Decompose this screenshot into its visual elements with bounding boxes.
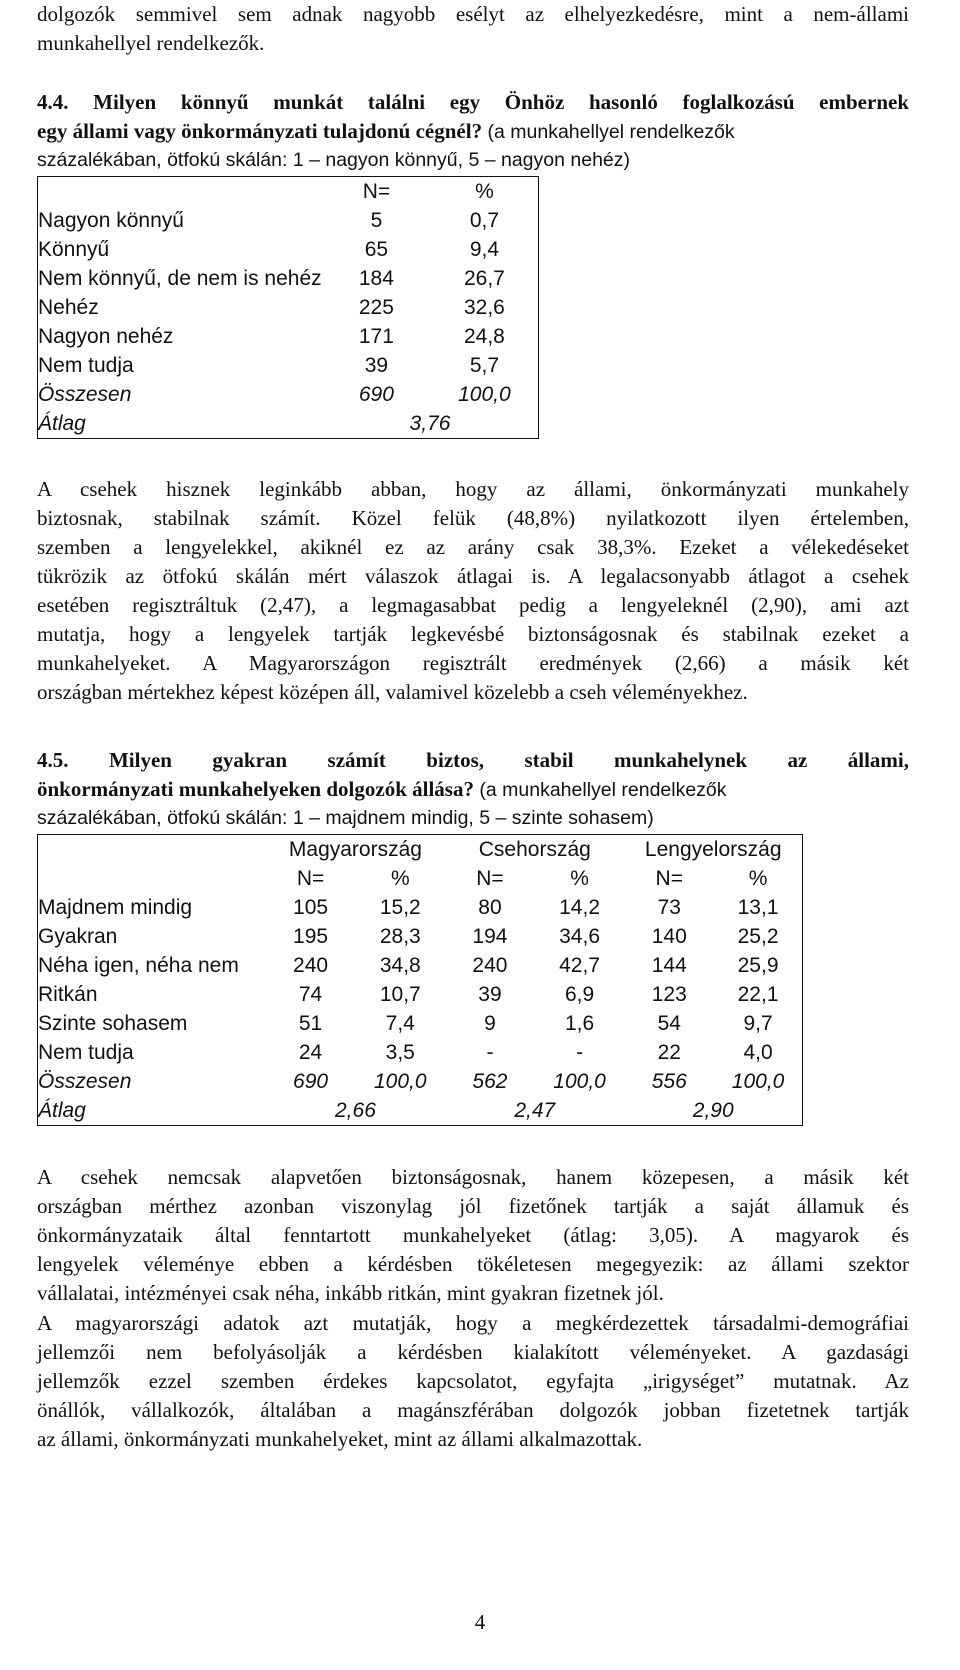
col-header-n: N= [655,867,683,890]
table-country-row [38,835,803,865]
table-cell: 22 [657,1041,681,1064]
row-label: Gyakran [38,925,118,948]
table-cell: 240 [293,954,329,977]
table-row [38,951,803,980]
paragraph-line: jellemzők ezzel szemben érdekes kapcsolatot, egyfajta „irigységet” mutatnak. Az [37,1369,909,1393]
row-label: Könnyű [38,238,110,261]
paragraph-line: A magyarországi adatok azt mutatják, hogy a megkérdezettek társadalmi-demográfiai [37,1311,909,1335]
paragraph-line: vállalatai, intézményei csak néha, inkább ritkán, mint gyakran fizetnek jól. [37,1281,664,1305]
table-cell: 9,7 [743,1012,773,1035]
table-cell: 51 [298,1012,323,1035]
cell-n: 39 [364,354,389,377]
heading-note-line: százalékában, ötfokú skálán: 1 – majdnem mindig, 5 – szinte sohasem) [37,807,654,829]
cell-pct: 0,7 [469,209,500,232]
table-cell: 80 [478,896,502,919]
table-body [38,893,803,1067]
row-label: Szinte sohasem [38,1012,188,1035]
row-label: Nagyon könnyű [38,209,184,232]
row-label: Nem tudja [38,1041,134,1064]
total-value: 100,0 [553,1070,606,1093]
table-cell: 14,2 [559,896,600,919]
heading-note: (a munkahellyel rendelkezők [482,121,735,143]
heading-note-line: százalékában, ötfokú skálán: 1 – nagyon könnyű, 5 – nagyon nehéz) [37,149,630,171]
table-cell: 13,1 [737,896,779,919]
section-heading-4-5: 4.5. Milyen gyakran számít biztos, stabil munkahelynek az állami, [37,748,909,772]
cell-pct: 32,6 [463,296,505,319]
heading-note: (a munkahellyel rendelkezők [473,779,727,801]
avg-value: 2,47 [514,1099,556,1122]
total-label: Összesen [38,383,132,406]
section-heading-4-4-cont [37,117,909,147]
cell-n: 184 [358,267,394,290]
paragraph-line: országban mérthez azonban viszonylag jól fizetőnek tartják a saját államuk és [37,1194,909,1218]
paragraph-line: tükrözik az ötfokú skálán mért válaszok átlagai is. A legalacsonyabb átlagot a csehek [37,564,909,588]
paragraph-line: önkormányzataik által fenntartott munkahelyeket (átlag: 3,05). A magyarok és [37,1223,909,1247]
paragraph-line: szemben a lengyelekkel, akiknél ez az arány csak 38,3%. Ezeket a vélekedéseket [37,535,909,559]
avg-value: 2,66 [335,1099,376,1122]
table-row [38,1038,803,1067]
table-row [38,235,539,264]
table-cell: 42,7 [559,954,600,977]
table-total-row [38,380,539,409]
paragraph-line: lengyelek véleménye ebben a kérdésben tökéletesen megegyezik: az állami szektor [37,1252,909,1276]
paragraph-line: önállók, vállalkozók, általában a magánszférában dolgozók jobban fizetetnek tartják [37,1398,909,1422]
row-label: Nem tudja [38,354,134,377]
table-row [38,1009,803,1038]
paragraph-line: országban mértekhez képest középen áll, valamivel közelebb a cseh véleményekhez. [37,680,748,704]
section-heading-4-4: 4.4. Milyen könnyű munkát találni egy Önhöz hasonló foglalkozású embernek [37,90,909,114]
row-label: Néha igen, néha nem [38,954,239,977]
table-cell: 7,4 [385,1012,415,1035]
paragraph-line: az állami, önkormányzati munkahelyeket, mint az állami alkalmazottak. [37,1427,643,1451]
cell-n: 171 [358,325,394,348]
table-row [38,351,539,380]
col-header-pct: % [748,867,768,890]
section-heading-4-5-cont [37,775,909,805]
table-cell: 25,2 [737,925,779,948]
table-cell: 24 [298,1041,323,1064]
cell-n: 65 [364,238,389,261]
table-cell: 22,1 [737,983,779,1006]
table-cell: 28,3 [379,925,421,948]
total-value: 556 [651,1070,687,1093]
table-cell: 6,9 [564,983,595,1006]
table-row [38,322,539,351]
row-label: Majdnem mindig [38,896,193,919]
total-value: 100,0 [731,1070,785,1093]
paragraph-line: munkahelyeket. A Magyarországon regisztrált eredmények (2,66) a másik két [37,651,909,675]
table-cell: 1,6 [564,1012,595,1035]
avg-label: Átlag [38,412,86,435]
total-value: 690 [293,1070,329,1093]
table-avg-row [38,409,539,439]
cell-pct: 24,8 [463,325,505,348]
paragraph-line: jellemzői nem befolyásolják a kérdésben kialakított véleményeket. A gazdasági [37,1340,909,1364]
table-row [38,206,539,235]
avg-label: Átlag [38,1099,86,1122]
table-cell: 140 [651,925,687,948]
row-label: Nehéz [38,296,99,319]
table-avg-row [38,1096,803,1126]
table-cell: 34,8 [379,954,421,977]
country-header: Csehország [478,838,591,861]
table-subheader-row [38,864,803,893]
table-cell: 10,7 [379,983,421,1006]
table-cell: 195 [293,925,329,948]
table-cell: - [486,1041,494,1064]
table-cell: 194 [472,925,508,948]
table-cell: 9 [484,1012,496,1035]
table-cell: 74 [298,983,323,1006]
heading-bold-part: egy állami vagy önkormányzati tulajdonú cégnél? [37,119,483,143]
row-label: Nem könnyű, de nem is nehéz [38,267,322,290]
total-label: Összesen [38,1070,132,1093]
paragraph-line: A csehek nemcsak alapvetően biztonságosnak, hanem közepesen, a másik két [37,1165,909,1189]
total-pct: 100,0 [458,383,511,406]
table-cell: 39 [478,983,502,1006]
table-cell: 73 [657,896,681,919]
heading-bold-part: önkormányzati munkahelyeken dolgozók állása? [37,777,474,801]
row-label: Ritkán [38,983,98,1006]
country-header: Lengyelország [644,838,782,861]
row-label: Nagyon nehéz [38,325,174,348]
cell-n: 225 [358,296,394,319]
total-n: 690 [358,383,394,406]
table-cell: 240 [472,954,508,977]
col-header-n: N= [362,180,391,203]
table-row [38,293,539,322]
total-value: 562 [472,1070,508,1093]
table-cell: 54 [657,1012,681,1035]
col-header-n: N= [296,867,325,890]
table-cell: 4,0 [743,1041,773,1064]
intro-line: munkahellyel rendelkezők. [37,31,265,55]
cell-pct: 5,7 [469,354,500,377]
table-cell: 15,2 [379,896,421,919]
cell-n: 5 [370,209,383,232]
paragraph-line: esetében regisztráltuk (2,47), a legmagasabbat pedig a lengyeleknél (2,90), ami azt [37,593,909,617]
page-number: 4 [474,1610,486,1634]
table-row [38,980,803,1009]
col-header-n: N= [476,867,504,890]
country-header: Magyarország [288,838,422,861]
table-cell: - [576,1041,584,1064]
col-header-pct: % [570,867,589,890]
table-cell: 25,9 [737,954,779,977]
table-cell: 3,5 [385,1041,415,1064]
cell-pct: 26,7 [463,267,505,290]
table-total-row [38,1067,803,1096]
table-row [38,264,539,293]
table-cell: 34,6 [559,925,600,948]
table-row [38,893,803,922]
paragraph-line: biztosnak, stabilnak számít. Közel felük (48,8%) nyilatkozott ilyen értelemben, [37,506,909,530]
col-header-pct: % [390,867,410,890]
avg-value: 2,90 [692,1099,734,1122]
table-body [38,206,539,380]
table-cell: 105 [293,896,329,919]
total-value: 100,0 [374,1070,427,1093]
avg-value: 3,76 [409,412,451,435]
table-4-4 [37,176,539,439]
paragraph-line: A csehek hisznek leginkább abban, hogy az állami, önkormányzati munkahely [37,477,909,501]
table-cell: 123 [651,983,687,1006]
cell-pct: 9,4 [469,238,500,261]
col-header-pct: % [475,180,494,203]
table-header-row [38,177,539,207]
paragraph-line: mutatja, hogy a lengyelek tartják legkevésbé biztonságosnak és stabilnak ezeket a [37,622,909,646]
table-row [38,922,803,951]
intro-line: dolgozók semmivel sem adnak nagyobb esélyt az elhelyezkedésre, mint a nem-állami [37,2,909,26]
table-cell: 144 [651,954,687,977]
table-4-5 [37,834,803,1126]
